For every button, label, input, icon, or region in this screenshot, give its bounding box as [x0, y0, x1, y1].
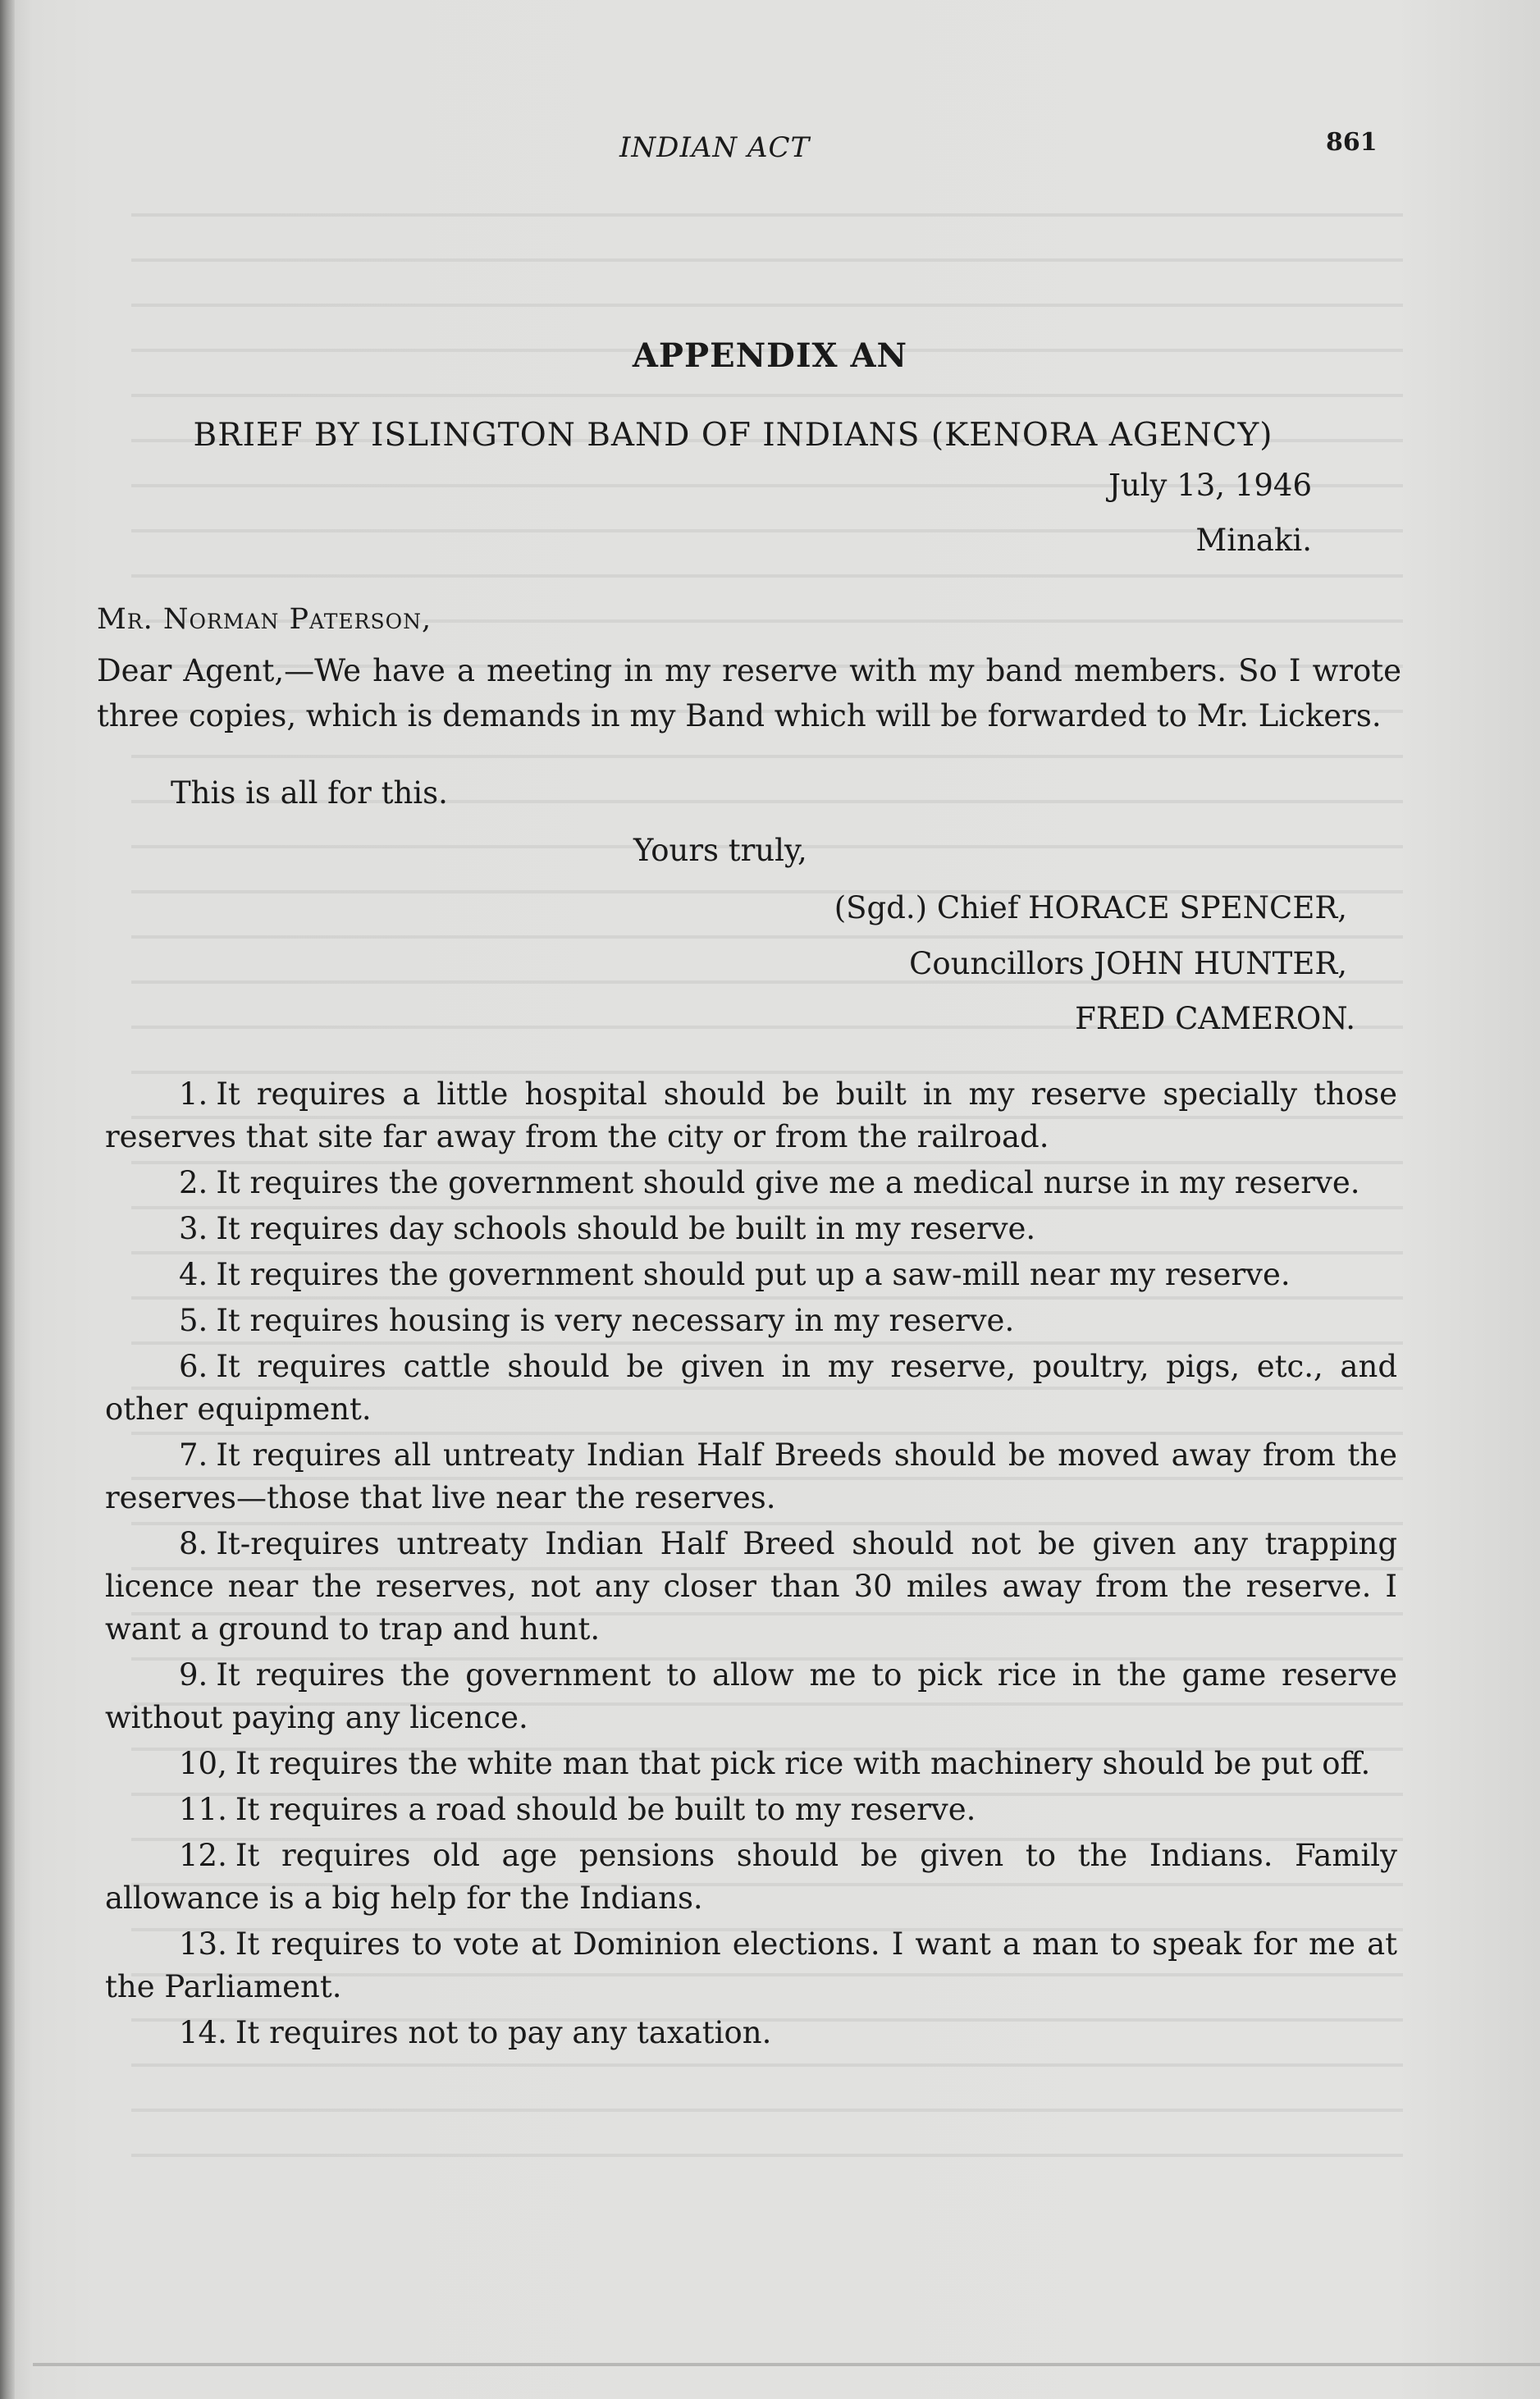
demand-item	[105, 1162, 1397, 1208]
demand-text: It requires to vote at Dominion elections. I want a man to speak for me at the Parliament.	[105, 1926, 1397, 2004]
letter-date: July 13, 1946	[1108, 468, 1312, 503]
signature-councillor-2: FRED CAMERON.	[1075, 1001, 1355, 1036]
demand-text: It requires cattle should be given in my reserve, poultry, pigs, etc., and other equipment.	[105, 1349, 1397, 1427]
running-title: INDIAN ACT	[619, 131, 811, 164]
page-number: 861	[1326, 128, 1378, 157]
demand-number: 5.	[179, 1303, 208, 1338]
demand-item	[105, 1254, 1397, 1300]
demand-item	[105, 1208, 1397, 1254]
demand-item	[105, 1923, 1397, 2012]
demand-number: 4.	[179, 1257, 208, 1292]
demand-text: It requires all untreaty Indian Half Breeds should be moved away from the reserves—those that live near the reserves.	[105, 1437, 1397, 1515]
demand-number: 1.	[179, 1076, 208, 1112]
demand-number: 7.	[179, 1437, 208, 1473]
demand-item	[105, 1789, 1397, 1835]
demand-number: 8.	[179, 1526, 208, 1561]
demand-text: It requires a little hospital should be built in my reserve specially those reserves that site far away from the city or from the railroad.	[105, 1076, 1397, 1154]
page-header	[0, 128, 1540, 180]
demand-item	[105, 1434, 1397, 1523]
demand-item	[105, 1835, 1397, 1923]
demand-text: It requires the government to allow me to pick rice in the game reserve without paying any licence.	[105, 1657, 1397, 1735]
demand-number: 6.	[179, 1349, 208, 1384]
brief-title: BRIEF BY ISLINGTON BAND OF INDIANS (KENORA AGENCY)	[193, 417, 1273, 454]
demand-text: It requires a road should be built to my reserve.	[235, 1792, 976, 1827]
demand-text: It requires not to pay any taxation.	[235, 2015, 772, 2050]
demand-number: 12.	[179, 1838, 227, 1873]
demand-item	[105, 1743, 1397, 1789]
scan-bottom-edge	[33, 2363, 1540, 2366]
demand-text: It requires the government should give me a medical nurse in my reserve.	[216, 1165, 1360, 1200]
demand-text: It requires day schools should be built in my reserve.	[216, 1211, 1036, 1246]
demand-text: It-requires untreaty Indian Half Breed should not be given any trapping licence near the reserves, not any closer than 30 miles away from the reserve. I want a ground to trap and hunt.	[105, 1526, 1397, 1647]
demand-number: 3.	[179, 1211, 208, 1246]
demand-number: 10,	[179, 1746, 227, 1781]
signature-councillor-1: Councillors JOHN HUNTER,	[909, 946, 1347, 981]
letter-closing: Yours truly,	[633, 833, 807, 868]
demand-number: 11.	[179, 1792, 227, 1827]
demand-item	[105, 1523, 1397, 1654]
demand-item	[105, 1654, 1397, 1743]
demand-number: 14.	[179, 2015, 227, 2050]
appendix-title: APPENDIX AN	[632, 336, 908, 375]
demand-text: It requires the white man that pick rice with machinery should be put off.	[235, 1746, 1371, 1781]
demand-item	[105, 2012, 1397, 2058]
demand-number: 9.	[179, 1657, 208, 1693]
demand-text: It requires housing is very necessary in my reserve.	[216, 1303, 1015, 1338]
signature-chief: (Sgd.) Chief HORACE SPENCER,	[834, 890, 1347, 925]
demand-item	[105, 1300, 1397, 1346]
demand-item	[105, 1073, 1397, 1162]
letter-closing-remark: This is all for this.	[171, 775, 448, 811]
demand-text: It requires old age pensions should be given to the Indians. Family allowance is a big help for the Indians.	[105, 1838, 1397, 1916]
demand-number: 2.	[179, 1165, 208, 1200]
recipient-name: Mr. Norman Paterson,	[97, 603, 432, 636]
demands-list	[105, 1073, 1397, 2058]
demand-text: It requires the government should put up a saw-mill near my reserve.	[216, 1257, 1291, 1292]
demand-number: 13.	[179, 1926, 227, 1962]
letter-place: Minaki.	[1195, 523, 1312, 558]
letter-body-paragraph: Dear Agent,—We have a meeting in my reserve with my band members. So I wrote three copies, which is demands in my Band which will be forwarded to Mr. Lickers.	[97, 653, 1401, 733]
demand-item	[105, 1346, 1397, 1434]
